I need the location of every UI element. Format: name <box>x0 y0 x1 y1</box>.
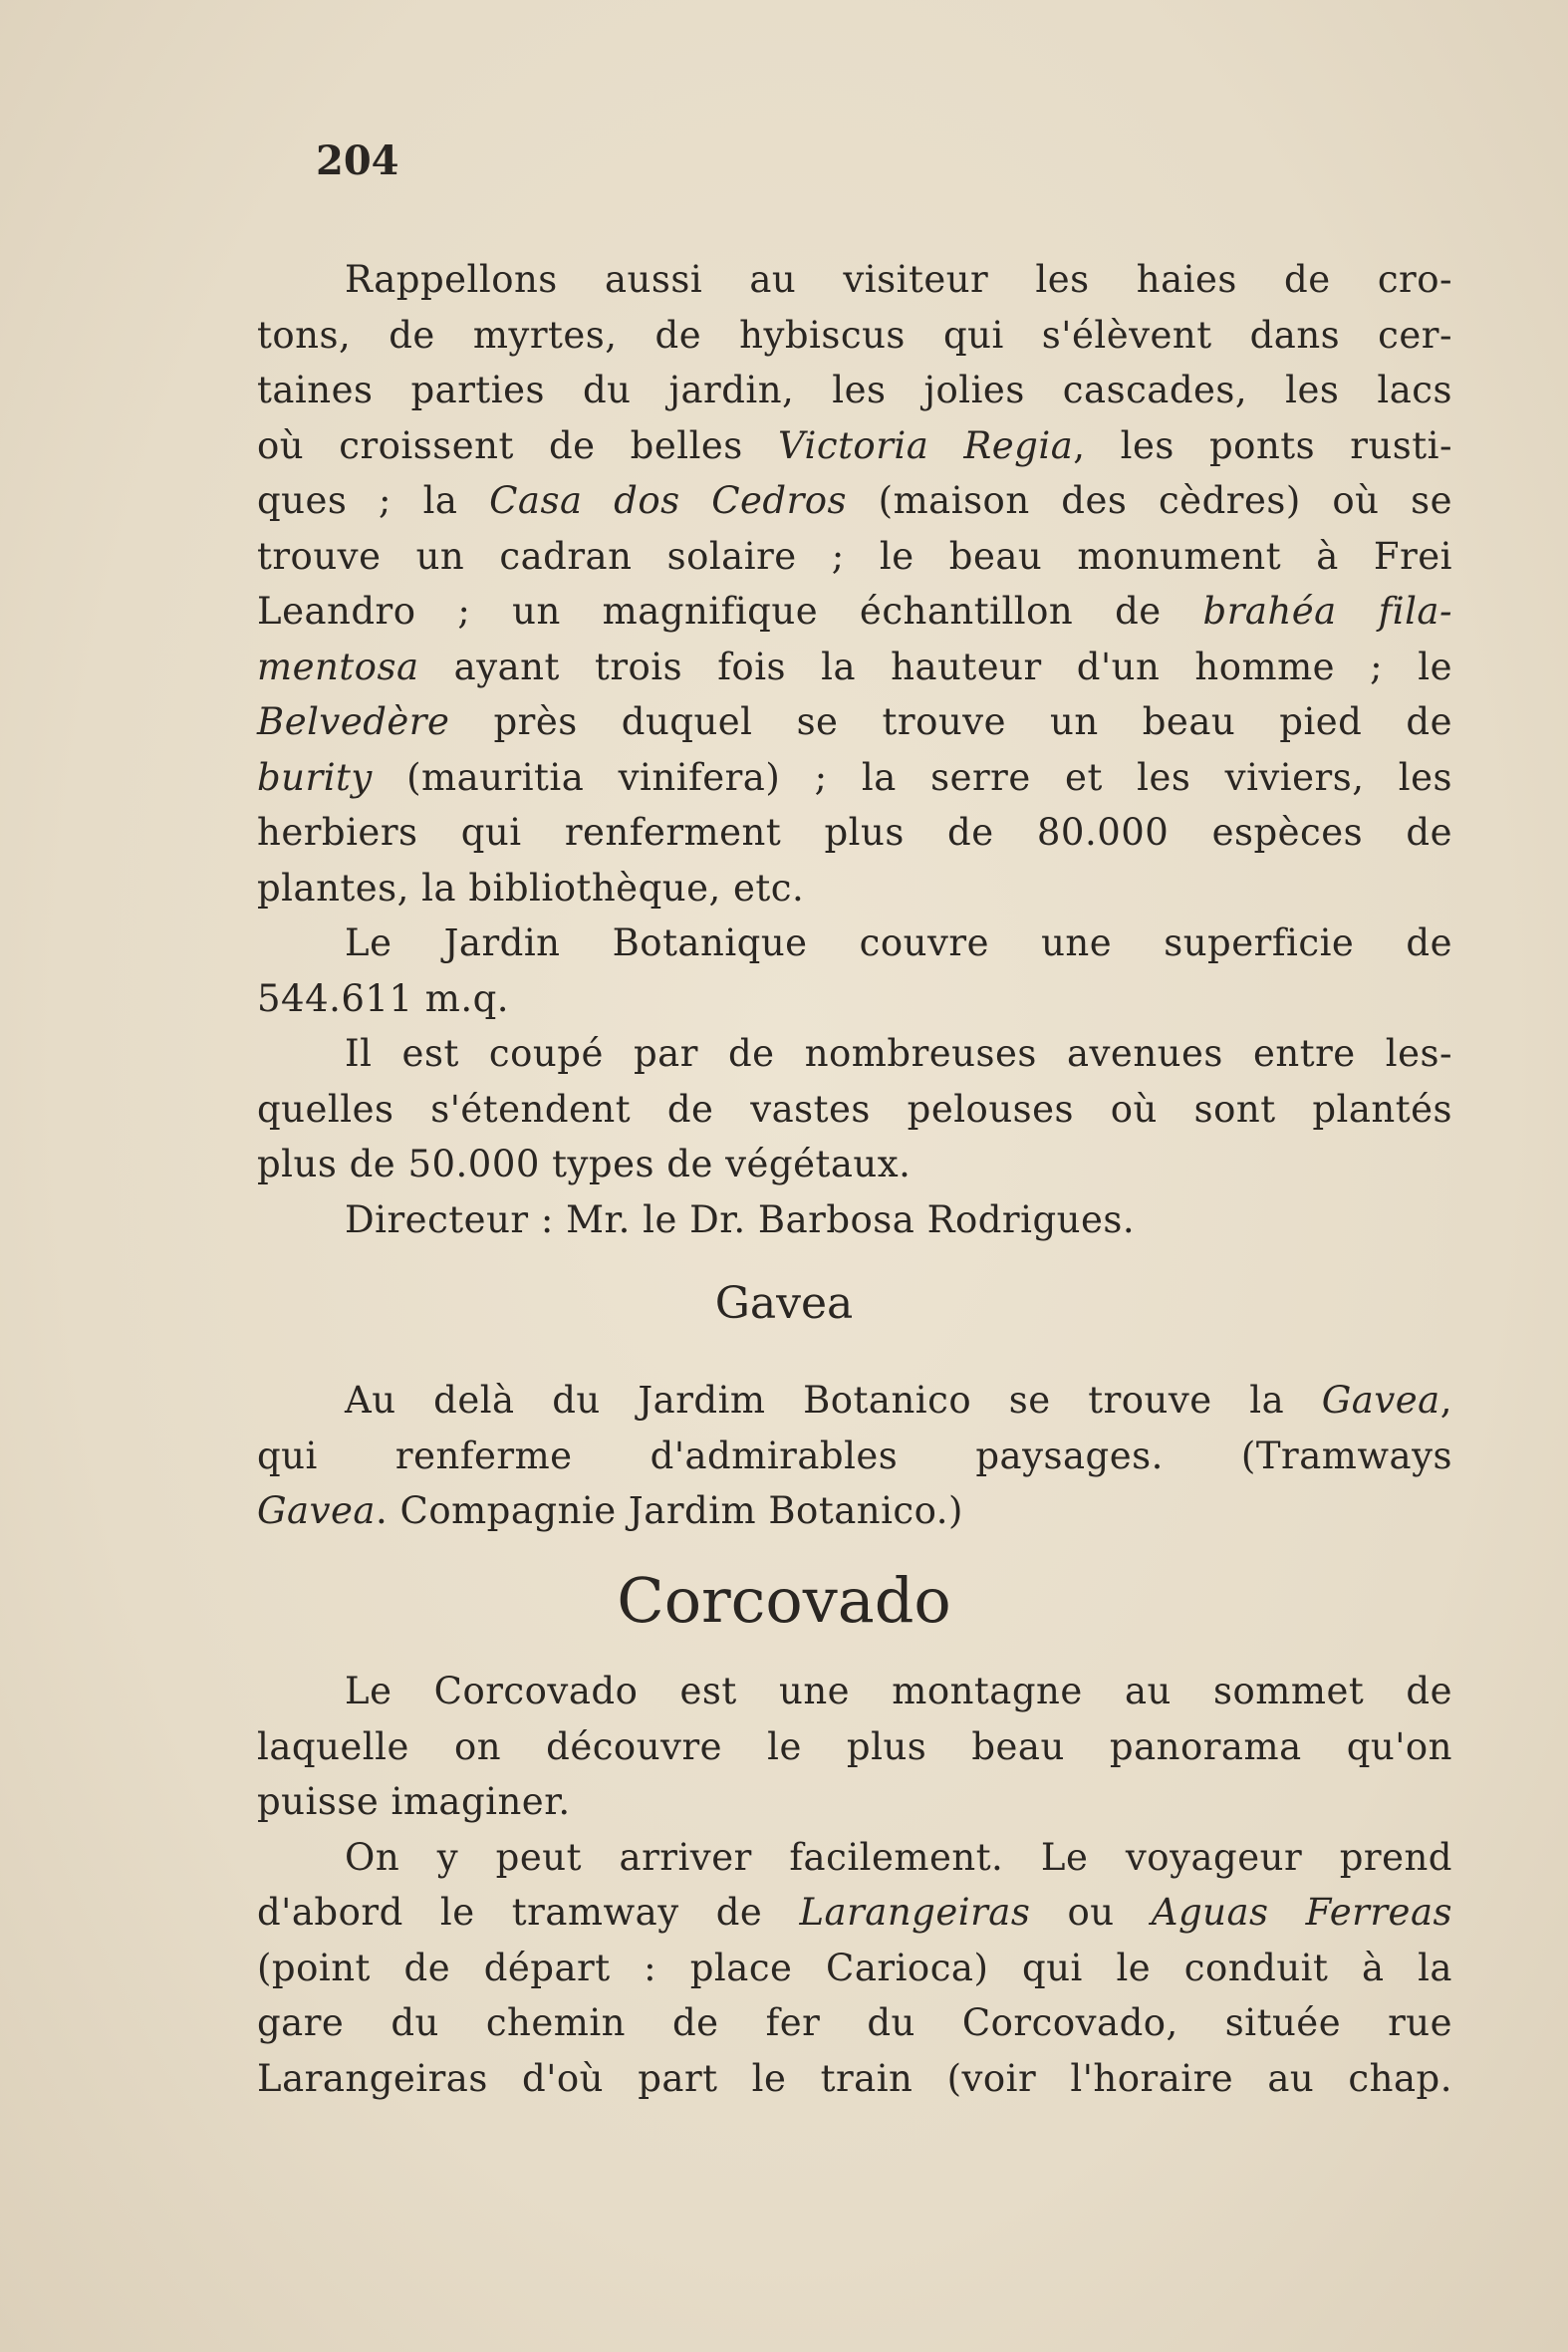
text-line: gare du chemin de fer du Corcovado, située rue <box>257 2001 1452 2044</box>
italic-term: burity <box>257 755 373 799</box>
text-line: d'abord le tramway de Larangeiras ou Aguas Ferreas <box>257 1891 1453 1934</box>
text-line: taines parties du jardin, les jolies cascades, les lacs <box>257 369 1452 411</box>
italic-term: Larangeiras <box>799 1891 1031 1934</box>
heading-corcovado: Corcovado <box>617 1564 951 1637</box>
text-line: Le Jardin Botanique couvre une superficie de <box>345 921 1452 964</box>
text-line: laquelle on découvre le plus beau panorama qu'on <box>257 1724 1452 1768</box>
text-line: plantes, la bibliothèque, etc. <box>257 866 805 910</box>
text-line: On y peut arriver facilement. Le voyageur prend <box>345 1835 1452 1879</box>
italic-term: Aguas Ferreas <box>1151 1891 1453 1934</box>
text-line: ques ; la Casa dos Cedros (maison des cèdres) où se <box>257 479 1452 522</box>
text-line: herbiers qui renferment plus de 80.000 espèces de <box>257 811 1452 854</box>
text-line: Gavea. Compagnie Jardim Botanico.) <box>257 1489 963 1532</box>
text-line: quelles s'étendent de vastes pelouses où sont plantés <box>257 1087 1452 1131</box>
italic-term: Victoria Regia <box>777 423 1074 467</box>
text-line: où croissent de belles Victoria Regia, les ponts rusti- <box>257 423 1452 467</box>
text-line: Il est coupé par de nombreuses avenues entre les- <box>345 1032 1452 1075</box>
text-line: tons, de myrtes, de hybiscus qui s'élèvent dans cer- <box>257 313 1452 357</box>
text-line: qui renferme d'admirables paysages. (Tramways <box>257 1434 1452 1477</box>
text-line: Rappellons aussi au visiteur les haies de cro- <box>345 258 1452 301</box>
text-line: Leandro ; un magnifique échantillon de brahéa fila- <box>257 590 1452 633</box>
italic-term: Casa dos Cedros <box>489 479 848 522</box>
text-line: 544.611 m.q. <box>257 976 510 1020</box>
text-line: Belvedère près duquel se trouve un beau pied de <box>257 700 1452 743</box>
section-corcovado <box>257 1664 1452 2106</box>
text-line: Au delà du Jardim Botanico se trouve la Gavea, <box>345 1379 1452 1422</box>
text-line: Le Corcovado est une montagne au sommet de <box>345 1670 1452 1712</box>
italic-term: Belvedère <box>257 700 450 743</box>
heading-gavea: Gavea <box>714 1278 854 1329</box>
text-line: trouve un cadran solaire ; le beau monument à Frei <box>257 534 1452 578</box>
italic-term: Gavea <box>257 1489 376 1532</box>
director-line: Directeur : Mr. le Dr. Barbosa Rodrigues. <box>345 1197 1136 1241</box>
text-line: puisse imaginer. <box>257 1780 571 1823</box>
italic-term: brahéa fila- <box>1202 590 1452 633</box>
text-line: plus de 50.000 types de végétaux. <box>257 1143 912 1185</box>
italic-term: mentosa <box>257 645 419 688</box>
italic-term: Gavea <box>1321 1379 1440 1422</box>
page-number: 204 <box>316 137 399 184</box>
text-line: mentosa ayant trois fois la hauteur d'un homme ; le <box>257 645 1452 688</box>
section-jardin-botanique <box>257 252 1452 1247</box>
text-line: (point de départ : place Carioca) qui le conduit à la <box>257 1946 1452 1989</box>
text-line: Larangeiras d'où part le train (voir l'horaire au chap. <box>257 2056 1452 2100</box>
section-gavea <box>257 1373 1452 1539</box>
text-line: burity (mauritia vinifera) ; la serre et les viviers, les <box>257 755 1452 799</box>
